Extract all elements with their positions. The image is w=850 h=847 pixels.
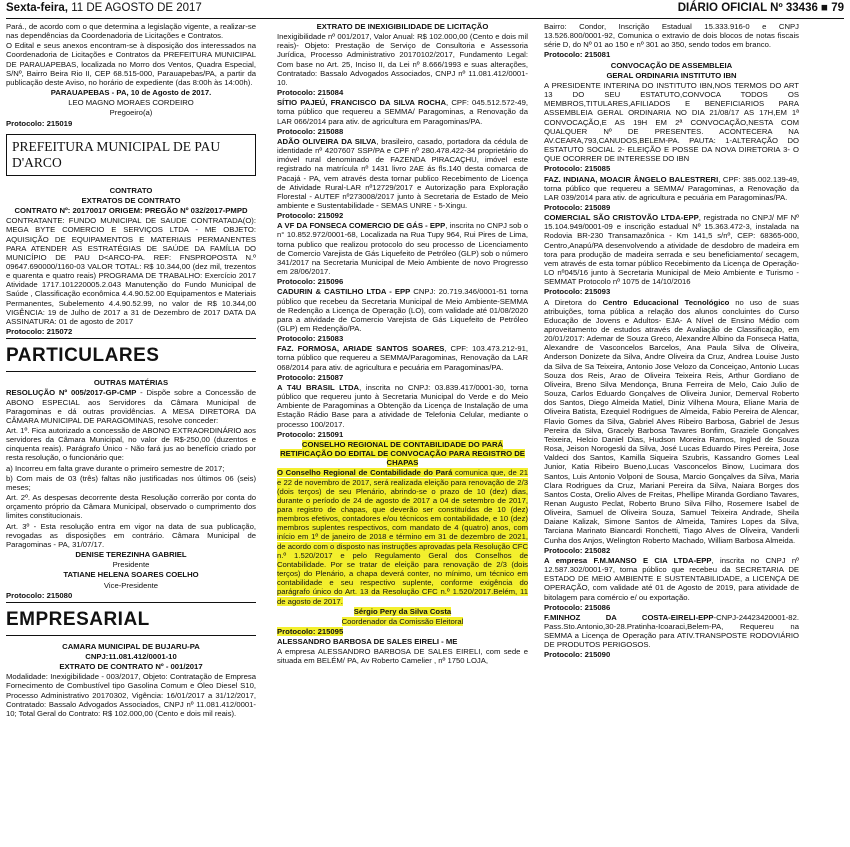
section-heading: CONTRATO [109,185,153,195]
paragraph: Inexigibilidade nº 001/2017, Valor Anual: R$ 102.000,00 (Cento e dois mil reais)- Objeto: Prestação de Serviço de Consultoria e Assessoria Jurídica, Processo Administrativo 20170102/2017, Fundamento Legal: Com base no Art. 25, Inciso II, da Lei nº 8.666/1993 e suas alterações, Contratado: Bassalo Advogados Associados, CNPJ nº 11.081.412/0001-10. [277,32,528,87]
divider [6,371,256,372]
paragraph: O Edital e seus anexos encontram-se à disposição dos interessados na Coordenadoria de Licitações e Contratos da PREFEITURA MUNICIPAL DE PARAUAPEBAS, localizada no Morro dos Ventos, Quadra Especial, S/Nº, Bairro Beira Rio II, CEP 68.515-000, Parauapebas/PA, a partir da publicação deste Aviso, no horário de expediente (das 8:00h às 14:00h). [6,41,256,87]
highlighted-notice [277,440,528,636]
protocol-number: Protocolo: 215093 [544,287,611,297]
section-heading: EXTRATOS DE CONTRATO [81,195,181,205]
protocol-number: Protocolo: 215089 [544,202,611,212]
signer-role: Presidente [112,560,150,570]
place-date: PARAUAPEBAS - PA, 10 de Agosto de 2017. [50,88,212,98]
page-header [6,2,844,19]
contract-body: CONTRATANTE: FUNDO MUNICIPAL DE SAUDE CONTRATADA(O): MEGA BYTE COMERCIO E SERVIÇOS LTDA - ME OBJETO: AQUISIÇÃO DE EQUIPAMENTOS E MATERIAIS PERMANENTES PARA ATENDER AS ESTRATÉGIAS DE SAÚDE DA FAMÍLIA DO MUNICÍPIO DE PAU D<ARCO-PA. REF: FNSPROPOSTA N.º 09647.690000/1160-03 VALOR TOTAL: R$ 10.344,00 (dez mil, trezentos e quarenta e quatro reais) PROGRAMA DE TRABALHO: Exercício 2017 Atividade 1717.101220005.2.043 Manutenção do Fundo Municipal de Saúde , Classificação econômica 4.4.90.52.00 Equipamentos e Materiais Permanentes, Subelemento 4.4.90.52.99, no valor de R$ 10.344,00 VIGÊNCIA: 19 de Julho de 2017 a 31 de Dezembro de 2017 DATA DA ASSINATURA: 01 de agosto de 2017 [6,216,256,326]
protocol-number: Protocolo: 215082 [544,545,611,555]
paragraph: Bairro: Condor, Inscrição Estadual 15.333.916-0 e CNPJ 13.526.800/0001-92, Comunica o extravio de dois blocos de notas fiscais série D, do Nº 01 ao 150 e nº 301 ao 350, sendo todos em branco. [544,22,799,50]
organization-box: PREFEITURA MUNICIPAL DE PAU D'ARCO [6,134,256,176]
notice: A T4U BRASIL LTDA, inscrita no CNPJ: 03.839.417/0001-30, torna público que requereu junto à Secretaria Municipal do Verde e do Meio Ambiente de Paragominas a Obtenção da Licença de Instalação de uma Estação Rádio Base para a atividade de Telefonia Celular, mediante o processo 100/2017. [277,382,528,429]
header-journal: DIÁRIO OFICIAL Nº 33436 ■ 79 [677,2,844,14]
divider [6,602,256,603]
section-heading: CONVOCAÇÃO DE ASSEMBLEIA [610,60,733,70]
article: Art. 3º - Esta resolução entra em vigor na data de sua publicação, revogadas as disposições em contrário. Câmara Municipal de Paragominas - PA, 31/07/17. [6,521,256,549]
paragraph: A empresa ALESSANDRO BARBOSA DE SALES EIRELI, com sede e situada em BELÉM/ PA, Av Roberto Camelier , nº 1750 LOJA, [277,647,528,666]
protocol-number: Protocolo: 215019 [6,118,73,128]
article: Art. 1º. Fica autorizado a concessão de ABONO EXTRAORDINÁRIO aos servidores da Câmara Municipal, no valor de R$-250,00 (duzentos e cinquenta reais). Parágrafo Único - Não fará jus ao benefício criado por resta resolução, o funcionário que: [6,426,256,463]
subsection-heading: OUTRAS MATÉRIAS [93,378,169,388]
notice: CADURIN & CASTILHO LTDA - EPP CNPJ: 20.719.346/0001-51 torna público que recebeu da Secretaria Municipal de Meio Ambiente-SEMMA de Redenção a Licença de Operação (LO), com validade até 01/08/2020 para a atividade de Comercio Varejista de Gás Liquefeito de Petróleo (GLP) em Redenção/PA. [277,287,528,333]
column-1 [6,22,256,844]
protocol-number: Protocolo: 215085 [544,164,611,174]
notice-heading: CONSELHO REGIONAL DE CONTABILIDADE DO PARÁ RETIFICAÇÃO DO EDITAL DE CONVOCAÇÃO PARA REGISTRO DE CHAPAS [280,439,525,468]
article-item: a) Incorreu em falta grave durante o primeiro semestre de 2017; [6,463,225,473]
notice: F.MINHOZ DA COSTA-EIRELI-EPP-CNPJ-24423420001-82. Pass.Sto.Antonio,30-28.Pratinha-Icoaraci,Belem-PA, Requereu na SEMMA a Licença de Operação para ATIV.TRANSPOSTE RODOVIÁRIO DE PRODUTOS PERIGOSOS. [544,612,799,650]
notice: FAZ. FORMOSA, ARIADE SANTOS SOARES, CPF: 103.473.212-91, torna público que requereu a SEMMA/Paragominas, Renovação da LAR 068/2014 para ativ. de agricultura e pecuária em Paragominas/PA. [277,344,528,372]
notice: A Diretora do Centro Educacional Tecnológico no uso de suas atribuições, torna pública a relação dos alunos concluintes do Curso Educação de Jovens e Adultos- EJA- A Nível de Ensino Médio com aproveitamento de estudos através de Avaliação de Classificação, em 20/01/2017: Ademar de Souza Greco, Alexandre Albino da Fonseca Hatta, Alexandre de Vasconcelos Barcelos, Ana Paula Silva de Oliveira, Anderson Donizete da Silva, Andre Oliveira da Cruz, Andrea Louise Justo da Silva de Sa Teixeira, Antonio Jose Velozo da Conceiçao, Antonio Lucas Souza dos Reis, Arao de Oliveira Teixeira Reis, Arthur Gordiano de Oliveira, Breno Silva Mendonça, Bruna Ferreira de Melo, Caio Julio de Souza, Carlos Eduardo Gonçalves de Oliveira Junior, Demerval Roberto dos Santos, Diego Almeida Matiel, Diniz Vilhena Moura, Eliane Maria de Oliveira Batista, Ezequiel Rodrigues de Almeida, Fabio Pereira de Alencar, Flavio Gomes da Silva, Gabriel Alves Ribeiro Barbosa, Gabriel de Jesus Pereira da Silva, Gracely Barbosa Tavares Bonfim, Graziele Gonçalves Teixeira, Helcio Daniel Dias, Hudson Moreira Ramos, Ingled de Souza Rosa, Jeison Norogeski da Silva, José Lucas Eduardo Pires Pereira, Jose Valdeci dos Santos, Kamilla Siqueira Szubris, Kassandro Gomes Leal Junior, Katia Ribeiro Bueno,Lucas Vasconcelos Binow, Lucimara dos Santos, Luis Antonio Volponi de Sousa, Marcio Gonçalves da Silva, Maria Clara Rodrigues da Cruz, Mariani Pereira da Silva, Naiara Borges dos Santos Costa, Orelio Alves de Freitas, Phellipe Miranda Gordiano Tavares, Renan Augusto Peclat, Roberto Bruno Silva Filho, Rosemere Isabel de Oliveira, Samuel de Oliveira Souza, Samuel Teixeira Andrade, Sheila Daiane Kalizak, Simone Santos de Almeida, Tamires Lopes da Silva, Tarciana Marinato Biancardi Ronchetti, Tiago Alves de Oliveira, Vanderli Cunha dos Anjos, Welington Roberto Machado, William Barbosa Almeida. [544,297,799,545]
contract-number: CONTRATO Nº: 20170017 ORIGEM: PREGÃO Nº 032/2017-PMPD [14,206,248,216]
subsection-heading: CAMARA MUNICIPAL DE BUJARU-PA [62,641,200,651]
notice: COMERCIAL SÃO CRISTOVÃO LTDA-EPP, registrada no CNPJ/ MF Nº 15.104.949/0001-09 e inscrição estadual Nº 15.363.472-3, instalada na Rodovia BR-230 Transamazônica - Km 141,5 s/nº, CEP: 68365-000, Centro,Anapú/PA desenvolvendo a atividade de desdobro de madeira em tora para produção de madeira serrada e seu beneficiamento/ secagem, vem através de esta tornar público Recebimento da Licença de Operação-LO nº045/16 junto à Secretaria Municipal de Meio Ambiente e Turismo - SEMMAT Protocolo nº 1075 de 14/10/2016 [544,213,799,287]
notice-heading: ALESSANDRO BARBOSA DE SALES EIRELI - ME [277,637,458,647]
column-2 [277,22,528,844]
header-date: Sexta-feira, 11 DE AGOSTO DE 2017 [6,2,202,14]
protocol-number: Protocolo: 215072 [6,327,73,337]
article-item: b) Com mais de 03 (três) faltas não justificadas nos últimos 06 (seis) meses; [6,473,256,492]
protocol-number: Protocolo: 215090 [544,650,611,660]
section-heading: GERAL ORDINARIA INSTITUTO IBN [606,70,737,80]
protocol-number: Protocolo: 215080 [6,590,73,600]
protocol-number: Protocolo: 215095 [277,627,344,636]
section-heading: EXTRATO DE INEXIGIBILIDADE DE LICITAÇÃO [316,22,489,31]
signer-name: Sérgio Pery da Silva Costa [353,606,452,616]
signer-name: DENISE TEREZINHA GABRIEL [75,550,187,560]
notice-lead: O Conselho Regional de Contabilidade do Pará [277,468,453,478]
protocol-number: Protocolo: 215091 [277,429,344,439]
protocol-number: Protocolo: 215083 [277,334,344,344]
protocol-number: Protocolo: 215087 [277,372,344,382]
paragraph: Pará., de acordo com o que determina a legislação vigente, a realizar-se nas dependências da Coordenadoria de Licitações e Contratos. [6,22,256,41]
resolution-intro: RESOLUÇÃO Nº 005/2017-GP-CMP - Dispõe sobre a Concessão de ABONO ESPECIAL aos Servidores da Câmara Municipal de Paragominas e dá outras providências. A MESA DIRETORA DA CÂMARA MUNICIPAL DE PARAGOMINAS, resolve conceder: [6,388,256,425]
protocol-number: Protocolo: 215096 [277,277,344,287]
paragraph: A PRESIDENTE INTERINA DO INSTITUTO IBN,NOS TERMOS DO ART 13 DO SEU ESTATUTO,CONVOCA TODOS OS MEMBROS,TITULARES,AFILIADOS E BENEFICIARIOS PARA ASSEMBLEIA GERAL ORDINARIA NO DIA 21/08/17 AS 17H,EM 1ª CONVOCAÇÃO,E AS 19H EM 2ª CONVOCAÇÃO,NESTA COM QUALQUER Nº DE PRESENTES. ACONTECERA NA AV.CEARA,793,CANUDOS,BELEM-PA. PAUTA: 1-ALTERAÇÃO DO ESTATUTO SOCIAL 2- ELEIÇÃO E POSSE DA NOVA DIRETORIA 3- O QUE OCORRER DE INTERESSE DO IBN [544,80,799,164]
column-3 [544,22,799,844]
protocol-number: Protocolo: 215092 [277,211,344,221]
notice: ADÃO OLIVEIRA DA SILVA, brasileiro, casado, portadora da cédula de identidade nº 4207607 SSP/PA e CPF nº 280.478.422-34 proprietário do imóvel rural denominado de FAZENDA PIRACAÇHU, imóvel este registrado na matrícula nº 1431 livro 2AE ás fls.140 desta comarca de Pacajá - PA, vem através desta tornar publico Recebimento de Licença de Atividade Rural-LAR nº12729/2017 e Autorização para Exploração Florestal - AUTEF nº273008/2017 junto à Secretaria de Estado de Meio ambiente e Sustentabilidade - SEMAS UNRE - 5-Xingu. [277,136,528,210]
protocol-number: Protocolo: 215088 [277,126,344,136]
article: Art. 2º. As despesas decorrente desta Resolução correrão por conta do orçamento próprio da Câmara Municipal, observado o cumprimento dos limites constitucionais. [6,493,256,521]
signer-role: Coordenador da Comissão Eleitoral [341,616,464,626]
notice: A empresa F.M.MANSO E CIA LTDA-EPP, inscrita no CNPJ nº 12.587.302/0001-97, torna público que recebeu da SECRETARIA DE ESTADO DE MEIO AMBIENTE E SUSTENTABILIDADE, a LICENÇA DE OPERAÇÃO, com validade até 01 de Agosto de 2019, para atividade de bitolagem para comércio e/ ou exportação. [544,555,799,602]
section-title-empresarial: EMPRESARIAL [6,608,150,630]
section-title-particulares: PARTICULARES [6,345,160,367]
subsection-heading: CNPJ:11.081.412/0001-10 [85,651,177,661]
notice: FAZ. INDIANA, MOACIR ÂNGELO BALESTRERI, CPF: 385.002.139-49, torna público que requereu a SEMMA/ Paragominas, a Renovação da LAR 039/2014 para ativ. de agricultura e pecuária em Paragominas/PA. [544,174,799,202]
protocol-number: Protocolo: 215081 [544,50,611,60]
contract-body: Modalidade: Inexigibilidade - 003/2017, Objeto: Contratação de Empresa Fornecimento de Combustível tipo Gasolina Comum e Óleo Diesel S10, Processo Administrativo 20170302, Vigência: 16/01/2017 a 31/12/2017, Contratado: Bassalo Advogados Associados, CNPJ nº 11.081.412/0001-10; Total Geral do Contrato: R$ 102.000,00 (Cento e dois mil reais). [6,672,256,718]
divider [6,635,256,636]
notice-body: comunica que, de 21 e 22 de novembro de 2017, será realizada eleição para renovação de 2/3 (dois terços) de seu Plenário, abrindo-se o prazo de 10 (dez) dias, durante o período de 24 de agosto de 2017 a 04 de setembro de 2017, para registro de chapas, que deverão ser constituídas de 10 (dez) membros efetivos, contadores e/ou técnicos em contabilidade, e 10 (dez) membros suplentes respectivos, com mandato de 4 (quatro) anos, com início em 1º de janeiro de 2018 e término em 31 de dezembro de 2021, de acordo com o disposto nas instruções aprovadas pela Resolução CFC n.º 1.520/2017 e pelo Regulamento Geral dos Conselhos de Contabilidade. Por se tratar de eleição para renovação de 2/3 (dois terços) do Plenário, a chapa deverá conter, no mínimo, um técnico em contabilidade e seu respectivo suplente, conforme exigência do parágrafo único do Art. 13 da Resolução CFC n.º 1.520/2017.Belém, 11 de agosto de 2017. [277,468,528,606]
notice: A VF DA FONSECA COMERCIO DE GÁS - EPP, inscrita no CNPJ sob o n° 10.852.972/0001-68, Localizada na Rua Tupy 964, Rui Pires de Lima, torna publico que realizou protocolo do seu processo de Licenciamento de Comercio Varejista de Gás Liquefeito de Petróleo (GLP) sob o número 341/2017 na Secretaria Municipal de Meio Ambiente de novo Progresso em 28/06/2017. [277,221,528,277]
signer-name: TATIANE HELENA SOARES COELHO [63,570,199,580]
signer-role: Pregoeiro(a) [109,108,153,118]
protocol-number: Protocolo: 215086 [544,602,611,612]
signer-name: LEO MAGNO MORAES CORDEIRO [68,98,194,108]
subsection-heading: EXTRATO DE CONTRATO Nº - 001/2017 [59,662,203,672]
notice: SÍTIO PAJEÚ, FRANCISCO DA SILVA ROCHA, CPF: 045.512.572-49, torna público que requereu a SEMMA/ Paragominas, a Renovação da LAR 066/2014 para ativ. de agricultura em Paragominas/PA. [277,98,528,126]
protocol-number: Protocolo: 215084 [277,88,344,98]
signer-role: Vice-Presidente [103,580,159,590]
divider [6,338,256,339]
